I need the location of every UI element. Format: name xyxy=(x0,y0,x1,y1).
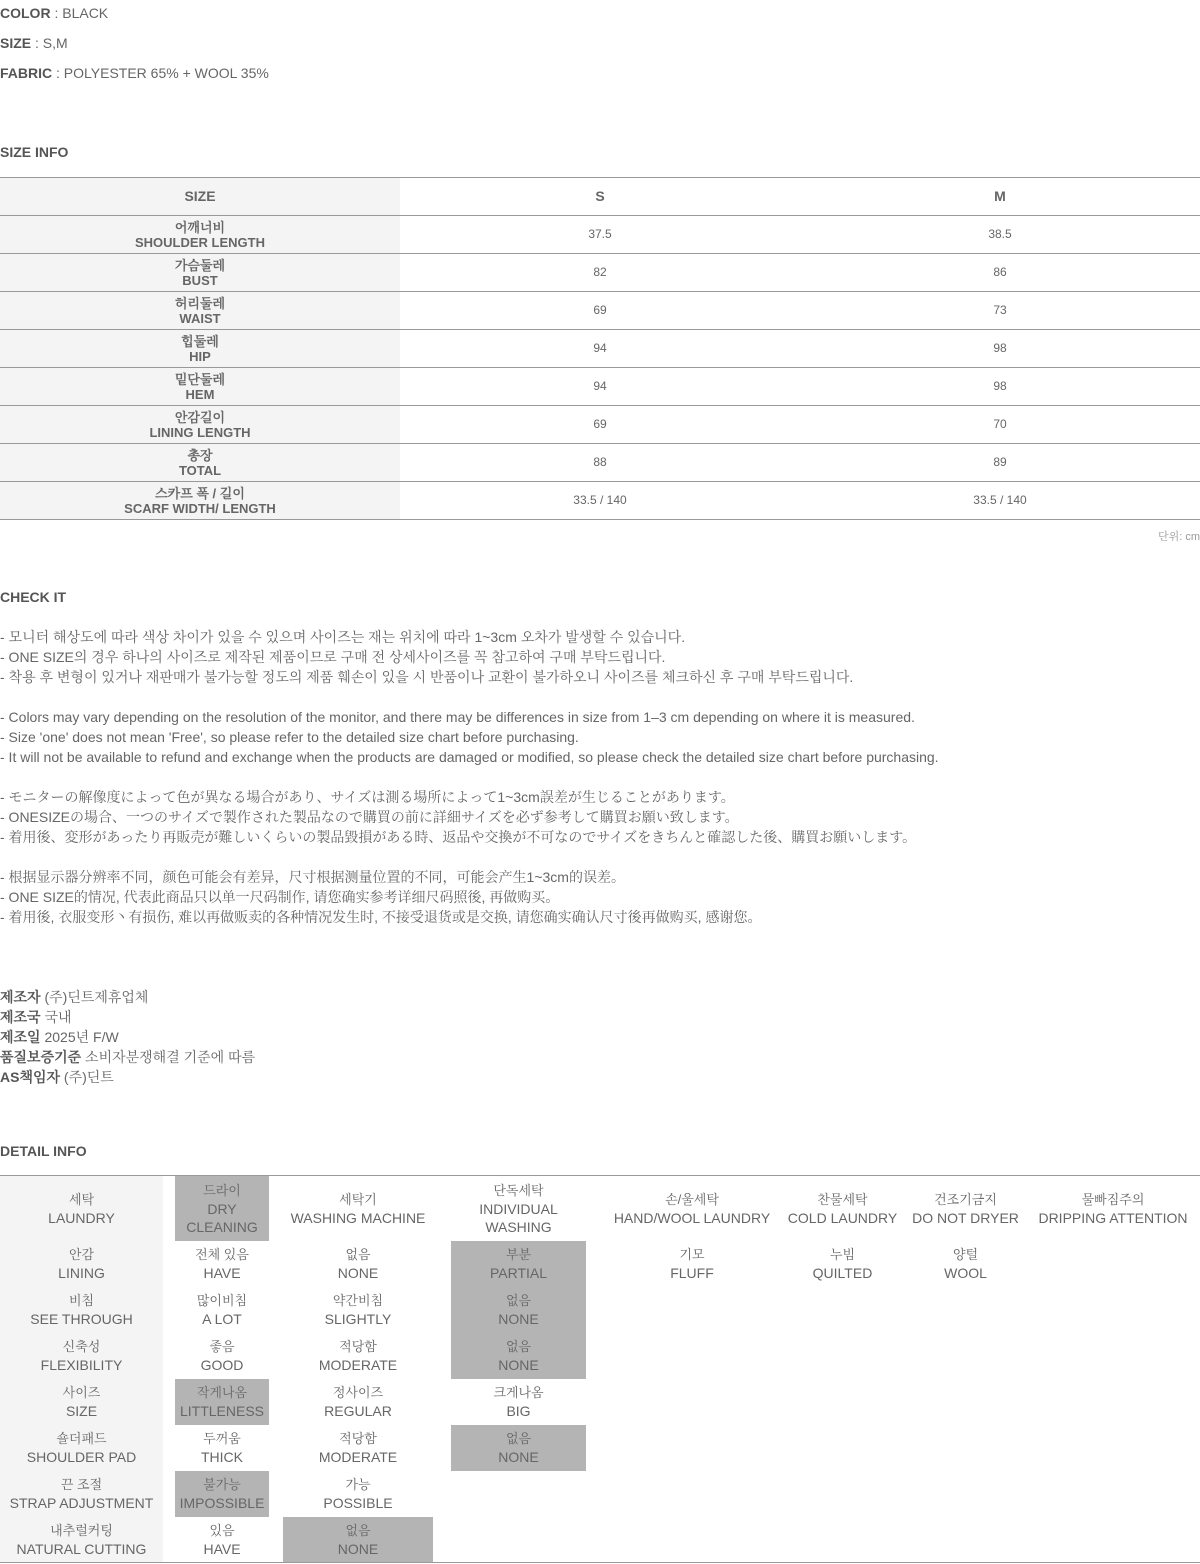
check-it-line: - 着用後, 衣服变形丶有损伤, 难以再做贩卖的各种情况发生时, 不接受退货或是交换, 请您确实确认尺寸後再做购买, 感谢您。 xyxy=(0,909,762,925)
detail-row-label xyxy=(0,1379,163,1425)
detail-option xyxy=(1030,1176,1196,1241)
detail-option-text: 적당함 xyxy=(339,1339,377,1354)
detail-row-label-en: STRAP ADJUSTMENT xyxy=(9,1495,154,1511)
detail-option xyxy=(175,1241,269,1287)
detail-option xyxy=(901,1241,1030,1287)
detail-row-label-ko: 세탁 xyxy=(68,1191,95,1207)
detail-option xyxy=(901,1176,1030,1241)
size-row-label-en: HEM xyxy=(185,386,215,402)
detail-option xyxy=(283,1379,433,1425)
detail-option xyxy=(175,1425,269,1471)
quality-line xyxy=(0,1049,255,1065)
detail-option-selected xyxy=(175,1379,269,1425)
check-it-line: - モニターの解像度によって色が異なる場合があり、サイズは測る場所によって1~3cm誤差が生じることがあります。 xyxy=(0,789,735,805)
detail-option-text: WOOL xyxy=(944,1265,987,1281)
quality-label: 품질보증기준 xyxy=(0,1049,82,1065)
detail-option-text: 좋음 xyxy=(209,1339,235,1354)
size-table-row xyxy=(0,368,1200,406)
check-it-title: CHECK IT xyxy=(0,589,67,605)
detail-option-text: 없음 xyxy=(345,1523,371,1538)
detail-option xyxy=(283,1333,433,1379)
size-value-m: 86 xyxy=(800,254,1200,292)
detail-option-text: QUILTED xyxy=(812,1265,873,1281)
size-value-m: 73 xyxy=(800,292,1200,330)
detail-option-selected xyxy=(283,1517,433,1563)
size-table-row xyxy=(0,292,1200,330)
detail-option-text: 작게나옴 xyxy=(196,1385,248,1400)
check-it-line: - It will not be available to refund and exchange when the products are damaged or modified, so please check the detailed size chart before purchasing. xyxy=(0,749,939,765)
detail-option-text: 누빔 xyxy=(829,1247,856,1262)
detail-option-text: THICK xyxy=(201,1449,243,1465)
detail-row-label xyxy=(0,1333,163,1379)
detail-option-text: HAND/WOOL LAUNDRY xyxy=(613,1209,771,1226)
detail-bottom-divider xyxy=(0,1562,1200,1563)
detail-option xyxy=(451,1176,586,1241)
detail-option-text: PARTIAL xyxy=(489,1265,548,1281)
detail-option-text: HAVE xyxy=(203,1541,241,1557)
size-row-label-ko: 밑단둘레 xyxy=(174,371,226,387)
detail-option xyxy=(451,1379,586,1425)
detail-option-text: REGULAR xyxy=(324,1403,392,1419)
detail-option xyxy=(175,1333,269,1379)
detail-option-selected xyxy=(451,1333,586,1379)
detail-option-text: GOOD xyxy=(200,1357,244,1373)
detail-row-label-ko: 사이즈 xyxy=(62,1385,101,1400)
detail-option xyxy=(175,1517,269,1563)
date-label: 제조일 xyxy=(0,1029,41,1045)
size-row-label-ko: 가슴둘레 xyxy=(174,257,226,273)
size-table-row xyxy=(0,406,1200,444)
detail-option-text: 없음 xyxy=(505,1339,532,1354)
size-row-label xyxy=(0,254,400,292)
detail-option-text: WASHING MACHINE xyxy=(290,1209,426,1226)
size-row-label-en: WAIST xyxy=(179,310,221,326)
size-row-label xyxy=(0,406,400,444)
size-label: SIZE xyxy=(0,35,32,51)
check-it-line: - 着用後、変形があったり再販売が難しいくらいの製品毀損がある時、返品や交換が不可なのでサイズをきちんと確認した後、購買お願いします。 xyxy=(0,829,917,845)
detail-row-label-en: SIZE xyxy=(65,1403,98,1419)
detail-row-label-en: SHOULDER PAD xyxy=(26,1449,137,1465)
detail-option-selected xyxy=(175,1176,269,1241)
detail-row xyxy=(0,1471,1200,1517)
detail-option xyxy=(283,1176,433,1241)
size-row-label-ko: 안감길이 xyxy=(174,409,226,425)
detail-option-text: 부분 xyxy=(505,1247,532,1262)
size-table-header-row xyxy=(0,178,1200,216)
detail-option-text: 기모 xyxy=(679,1247,705,1262)
as-label: AS책임자 xyxy=(0,1069,61,1085)
detail-option-text: NONE xyxy=(498,1311,539,1327)
detail-option-selected xyxy=(451,1425,586,1471)
detail-option-text: MODERATE xyxy=(318,1357,398,1373)
check-it-line: - 착용 후 변형이 있거나 재판매가 불가능할 정도의 제품 훼손이 있을 시 반품이나 교환이 불가하오니 사이즈를 체크하신 후 구매 부탁드립니다. xyxy=(0,669,854,685)
size-row-label xyxy=(0,292,400,330)
size-row-label-ko: 어깨너비 xyxy=(174,219,226,235)
size-value-m: 98 xyxy=(800,368,1200,406)
check-it-line: - 根据显示器分辨率不同，颜色可能会有差异，尺寸根据测量位置的不同，可能会产生1~3cm的误差。 xyxy=(0,869,625,885)
detail-row xyxy=(0,1517,1200,1563)
detail-option-text: HAVE xyxy=(203,1265,241,1281)
size-row-label-ko: 힙둘레 xyxy=(181,333,219,349)
detail-option-text: NONE xyxy=(337,1265,379,1281)
check-it-line: - Colors may vary depending on the resolution of the monitor, and there may be differences in size from 1–3 cm depending on where it is measured. xyxy=(0,709,915,725)
size-table-header-cell: M xyxy=(800,178,1200,216)
detail-option-text: LITTLENESS xyxy=(179,1403,265,1419)
detail-option-text: MODERATE xyxy=(318,1449,398,1465)
size-value-s: 82 xyxy=(400,254,800,292)
detail-row-label-en: NATURAL CUTTING xyxy=(16,1541,147,1557)
detail-option-text: A LOT xyxy=(202,1311,242,1327)
check-it-line: - Size 'one' does not mean 'Free', so please refer to the detailed size chart before purchasing. xyxy=(0,729,579,745)
detail-row xyxy=(0,1287,1200,1333)
detail-row xyxy=(0,1333,1200,1379)
detail-option-selected xyxy=(175,1471,269,1517)
fabric-value: : POLYESTER 65% + WOOL 35% xyxy=(56,65,269,81)
detail-option-text: 있음 xyxy=(209,1523,235,1538)
detail-option-text: 정사이즈 xyxy=(332,1385,384,1400)
unit-note: 단위: cm xyxy=(1157,531,1200,543)
country-value: 국내 xyxy=(44,1009,72,1025)
size-value-s: 94 xyxy=(400,368,800,406)
size-row-label-en: BUST xyxy=(182,272,218,288)
size-value-m: 70 xyxy=(800,406,1200,444)
size-value-m: 98 xyxy=(800,330,1200,368)
detail-option-text: 많이비침 xyxy=(196,1293,248,1308)
detail-option-text: 두꺼움 xyxy=(203,1431,241,1446)
size-row-label-ko: 총장 xyxy=(187,447,213,463)
detail-row-label xyxy=(0,1471,163,1517)
detail-option xyxy=(283,1425,433,1471)
detail-option xyxy=(283,1241,433,1287)
manufacturer-value: (주)딘트제휴업체 xyxy=(44,989,149,1005)
detail-info-title: DETAIL INFO xyxy=(0,1143,87,1159)
size-row-label xyxy=(0,216,400,254)
size-table-row xyxy=(0,254,1200,292)
detail-option-text: 크게나옴 xyxy=(493,1385,544,1400)
size-value-s: 69 xyxy=(400,292,800,330)
date-line xyxy=(0,1029,119,1045)
check-it-line: - ONE SIZE의 경우 하나의 사이즈로 제작된 제품이므로 구매 전 상세사이즈를 꼭 참고하여 구매 부탁드립니다. xyxy=(0,649,666,665)
detail-option-text: 가능 xyxy=(345,1477,371,1492)
detail-option-text: DO NOT DRYER xyxy=(912,1209,1019,1226)
check-it-line: - ONESIZEの場合、一つのサイズで製作された製品なので購買の前に詳細サイズを必ず参考して購買お願い致します。 xyxy=(0,809,739,825)
detail-option-text: 세탁기 xyxy=(339,1191,377,1207)
detail-row xyxy=(0,1425,1200,1471)
size-value-s: 37.5 xyxy=(400,216,800,254)
size-table-row xyxy=(0,216,1200,254)
detail-row-label-ko: 안감 xyxy=(68,1247,95,1262)
size-line xyxy=(0,35,68,51)
detail-option-text: 찬물세탁 xyxy=(817,1191,868,1207)
size-row-label xyxy=(0,368,400,406)
detail-row-label xyxy=(0,1517,163,1563)
detail-option-selected xyxy=(451,1241,586,1287)
size-table-header-cell: SIZE xyxy=(0,178,400,216)
detail-option xyxy=(784,1176,901,1241)
detail-table xyxy=(0,1175,1200,1564)
detail-row-label-ko: 끈 조절 xyxy=(60,1477,103,1492)
size-value-s: 94 xyxy=(400,330,800,368)
detail-option-text: DRY xyxy=(207,1200,237,1217)
size-row-label-en: LINING LENGTH xyxy=(149,424,251,440)
country-line xyxy=(0,1009,72,1025)
detail-row-label-en: FLEXIBILITY xyxy=(40,1357,123,1373)
detail-option-text: POSSIBLE xyxy=(323,1495,393,1511)
detail-row-label-en: SEE THROUGH xyxy=(30,1311,133,1327)
detail-option-selected xyxy=(451,1287,586,1333)
quality-value: 소비자분쟁해결 기준에 따름 xyxy=(85,1049,256,1065)
size-table-header-cell: S xyxy=(400,178,800,216)
size-row-label-ko: 스카프 폭 / 길이 xyxy=(155,485,245,501)
date-value: 2025년 F/W xyxy=(44,1029,119,1045)
size-value-s: 88 xyxy=(400,444,800,482)
fabric-label: FABRIC xyxy=(0,65,53,81)
detail-row xyxy=(0,1241,1200,1287)
manufacturer-line xyxy=(0,989,148,1005)
detail-row-label xyxy=(0,1425,163,1471)
detail-option-text: DRIPPING ATTENTION xyxy=(1038,1209,1188,1226)
as-line xyxy=(0,1069,114,1085)
detail-option-text: 물빠짐주의 xyxy=(1081,1191,1145,1207)
detail-row-label-ko: 내추럴커팅 xyxy=(50,1523,113,1538)
detail-row-label-ko: 비침 xyxy=(68,1293,95,1308)
detail-option-text: 단독세탁 xyxy=(493,1182,544,1198)
detail-option xyxy=(175,1287,269,1333)
country-label: 제조국 xyxy=(0,1009,41,1025)
detail-option-text: SLIGHTLY xyxy=(324,1311,392,1327)
detail-row-label-en: LAUNDRY xyxy=(48,1209,115,1226)
detail-option xyxy=(283,1471,433,1517)
detail-option xyxy=(600,1241,784,1287)
detail-option-text: 없음 xyxy=(505,1293,532,1308)
detail-option-text: 불가능 xyxy=(203,1477,241,1492)
fabric-line xyxy=(0,65,269,81)
size-row-label-en: HIP xyxy=(189,348,211,364)
color-label: COLOR xyxy=(0,5,51,21)
detail-option-text: 전체 있음 xyxy=(195,1247,249,1262)
detail-option-text: FLUFF xyxy=(670,1265,714,1281)
size-value-m: 33.5 / 140 xyxy=(800,482,1200,520)
size-row-label xyxy=(0,482,400,520)
detail-option-text: 없음 xyxy=(505,1431,532,1446)
detail-option-text: 양털 xyxy=(952,1247,979,1262)
size-row-label-ko: 허리둘레 xyxy=(174,295,226,311)
detail-row-label-ko: 숄더패드 xyxy=(56,1431,107,1446)
detail-option-text: 없음 xyxy=(345,1247,371,1262)
detail-row-label-ko: 신축성 xyxy=(62,1339,101,1354)
size-value-s: 69 xyxy=(400,406,800,444)
detail-option-text: IMPOSSIBLE xyxy=(179,1495,265,1511)
detail-option-text: NONE xyxy=(498,1357,539,1373)
detail-option xyxy=(784,1241,901,1287)
size-table xyxy=(0,177,1200,520)
manufacturer-label: 제조자 xyxy=(0,989,41,1005)
detail-row xyxy=(0,1176,1200,1241)
detail-option xyxy=(600,1176,784,1241)
detail-row-label-en: LINING xyxy=(58,1265,105,1281)
detail-row-label xyxy=(0,1241,163,1287)
size-table-row xyxy=(0,444,1200,482)
size-row-label-en: SCARF WIDTH/ LENGTH xyxy=(124,500,276,516)
size-row-label-en: SHOULDER LENGTH xyxy=(135,234,265,250)
detail-option-text: BIG xyxy=(506,1403,531,1419)
size-table-row xyxy=(0,330,1200,368)
as-value: (주)딘트 xyxy=(63,1069,114,1085)
size-table-row xyxy=(0,482,1200,520)
size-value-m: 89 xyxy=(800,444,1200,482)
detail-option-text: INDIVIDUAL WASHING xyxy=(479,1200,558,1235)
detail-option-text: 드라이 xyxy=(203,1182,241,1198)
detail-option-text: 손/울세탁 xyxy=(665,1191,719,1207)
detail-option-text: NONE xyxy=(337,1541,379,1557)
check-it-line: - ONE SIZE的情况, 代表此商品只以单一尺码制作, 请您确实参考详细尺码照後, 再做购买。 xyxy=(0,889,560,905)
check-it-line: - 모니터 해상도에 따라 색상 차이가 있을 수 있으며 사이즈는 재는 위치에 따라 1~3cm 오차가 발생할 수 있습니다. xyxy=(0,629,686,645)
color-value: : BLACK xyxy=(54,5,109,21)
size-value-s: 33.5 / 140 xyxy=(400,482,800,520)
detail-row-label xyxy=(0,1176,163,1241)
detail-option xyxy=(283,1287,433,1333)
size-row-label-en: TOTAL xyxy=(178,462,222,478)
size-row-label xyxy=(0,330,400,368)
detail-option-text: CLEANING xyxy=(186,1218,258,1235)
detail-option-text: 건조기금지 xyxy=(934,1191,997,1207)
detail-row xyxy=(0,1379,1200,1425)
detail-option-text: 약간비침 xyxy=(332,1293,384,1308)
detail-option-text: NONE xyxy=(498,1449,539,1465)
detail-option-text: COLD LAUNDRY xyxy=(787,1209,898,1226)
size-value-m: 38.5 xyxy=(800,216,1200,254)
detail-option-text: 적당함 xyxy=(339,1431,377,1446)
color-line xyxy=(0,5,108,21)
size-value: : S,M xyxy=(35,35,68,51)
size-row-label xyxy=(0,444,400,482)
detail-row-label xyxy=(0,1287,163,1333)
size-info-title: SIZE INFO xyxy=(0,144,69,160)
